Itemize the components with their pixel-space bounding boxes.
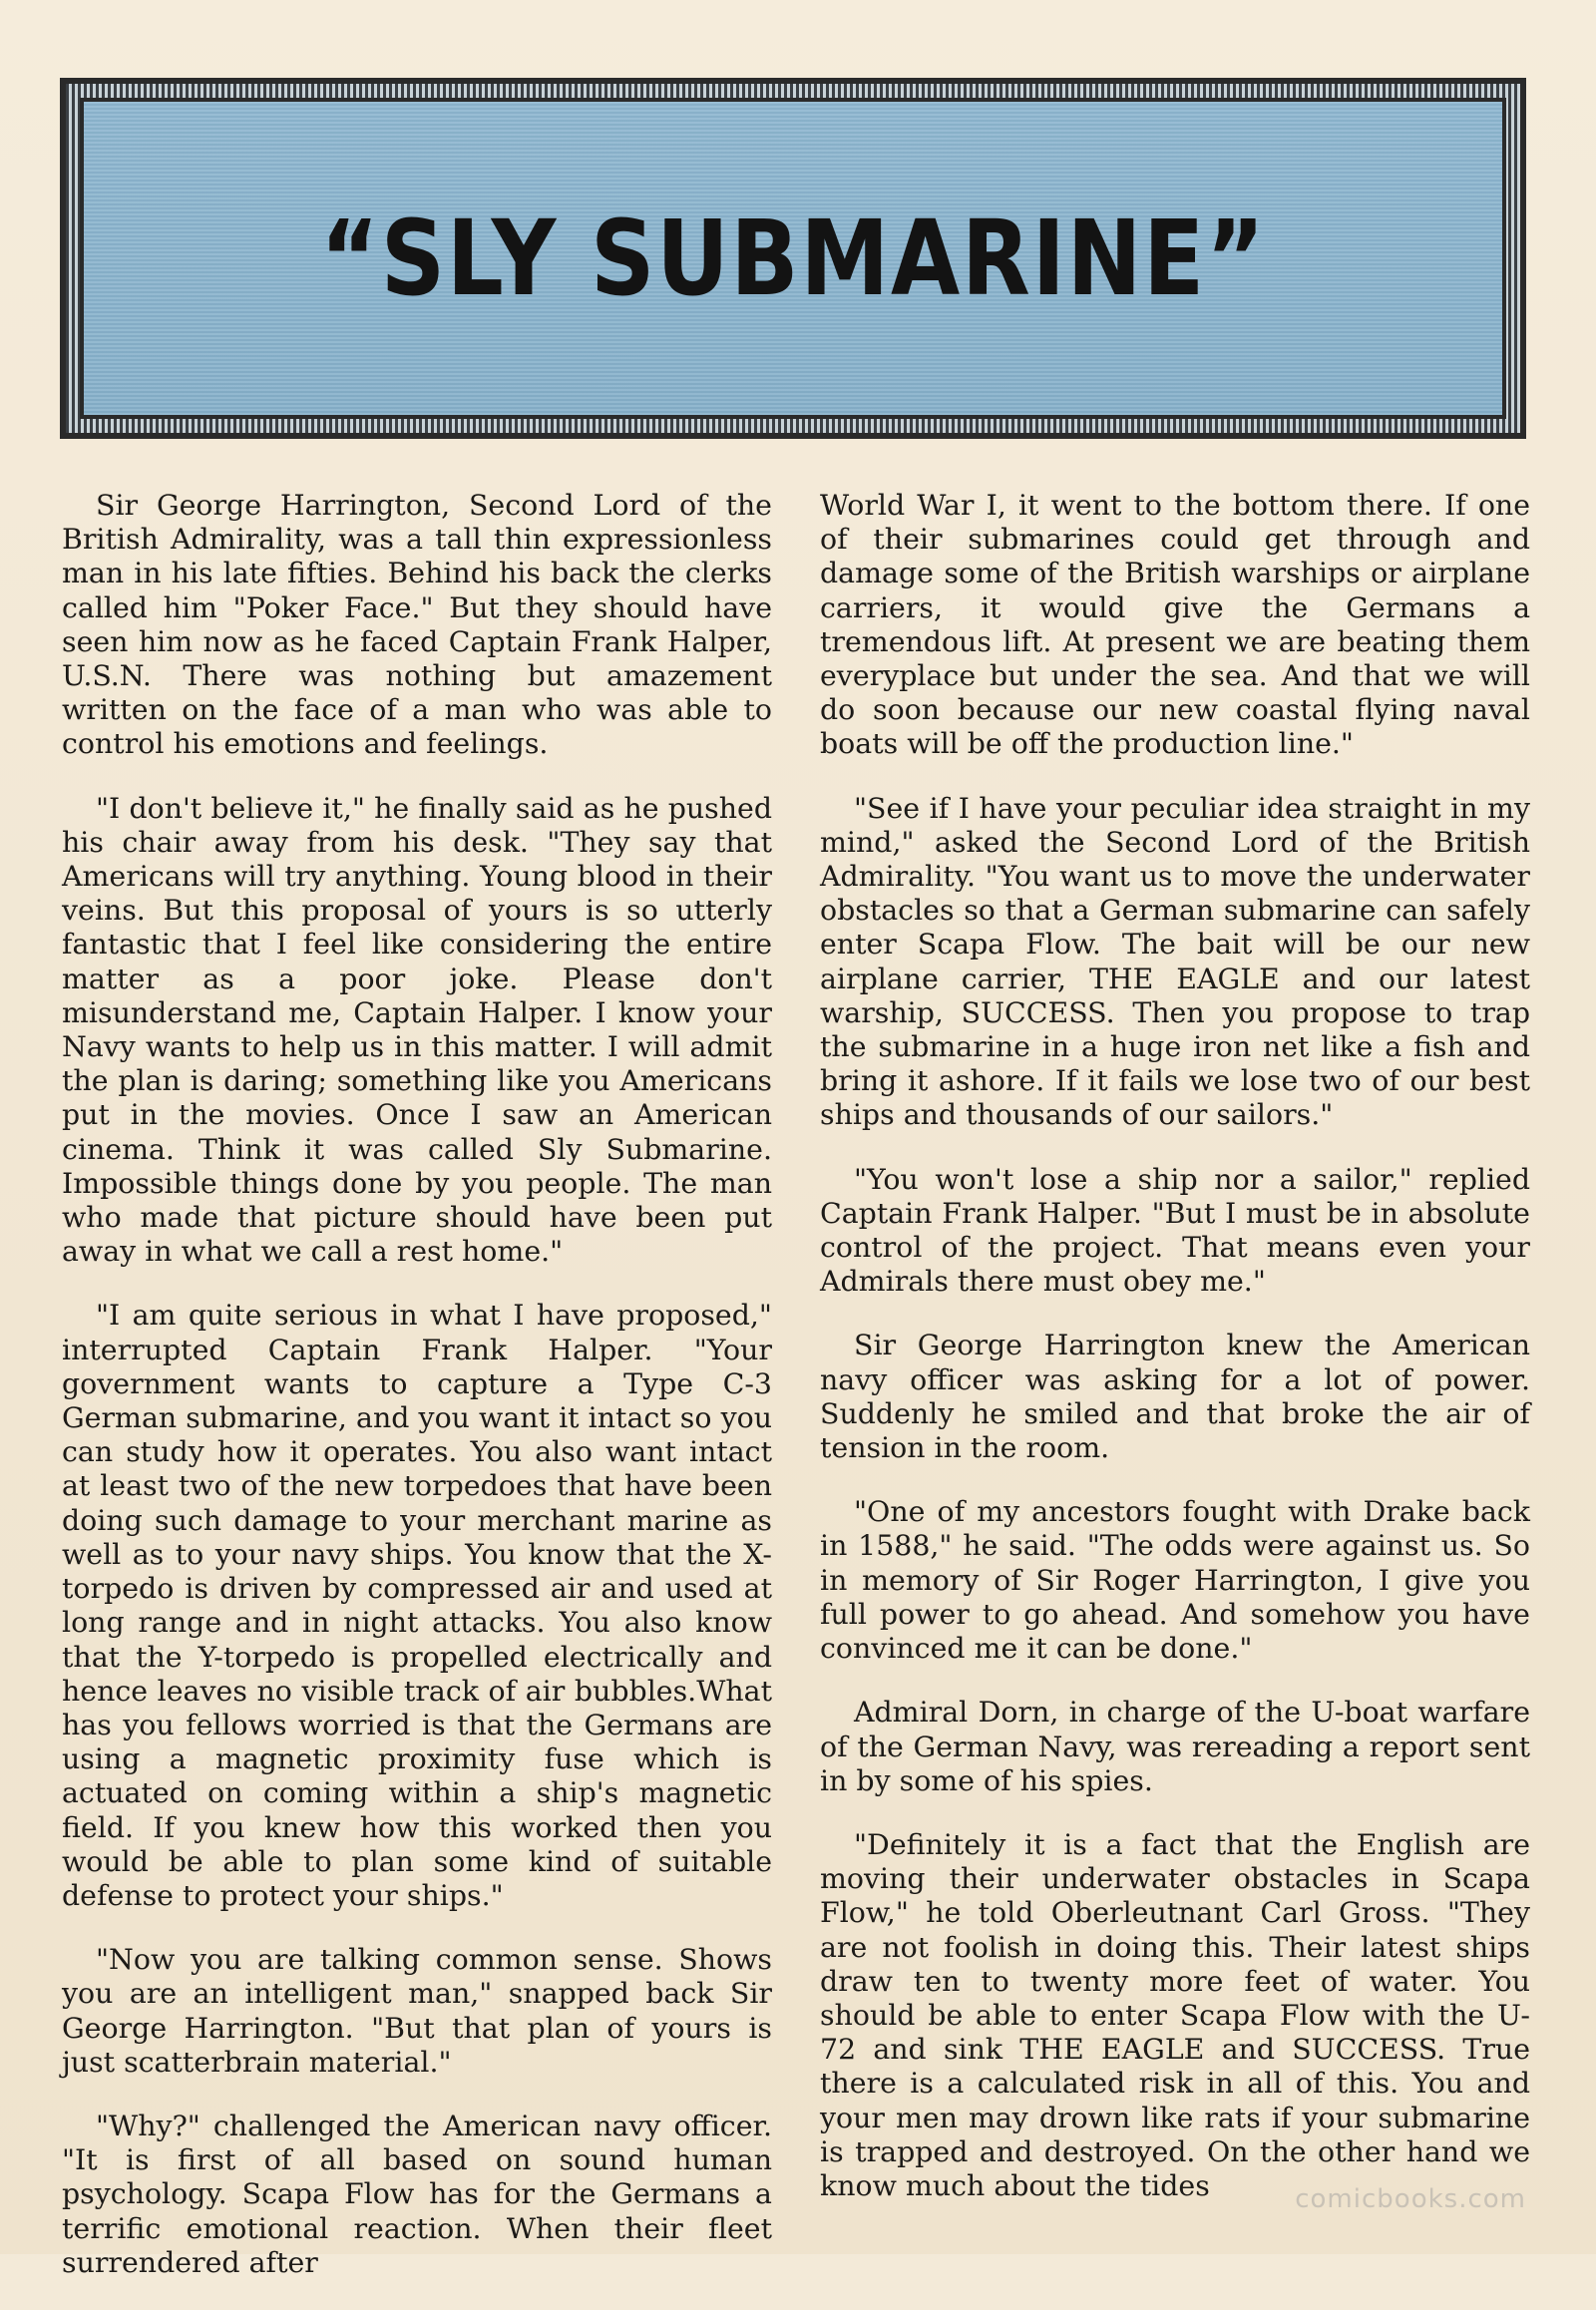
paragraph: Sir George Harrington, Second Lord of the British Admirality, was a tall thin expressionless man in his late fifties. Behind his back the clerks called him "Poker Face." But they should have seen him now as he faced Captain Frank Halper, U.S.N. There was nothing but amazement written on the face of a man who was able to control his emotions and feelings. [62,489,772,761]
left-text-column [62,489,772,2310]
paragraph-continued: World War I, it went to the bottom there. If one of their submarines could get through and damage some of the British warships or airplane carriers, it would give the Germans a tremendous lift. At present we are beating them everyplace but under the sea. And that we will do soon because our new coastal flying naval boats will be off the production line." [820,489,1530,761]
paragraph: "Definitely it is a fact that the English are moving their underwater obstacles in Scapa Flow," he told Oberleutnant Carl Gross. "They are not foolish in doing this. Their latest ships draw ten to twenty more feet of water. You should be able to enter Scapa Flow with the U-72 and sink THE EAGLE and SUCCESS. True there is a calculated risk in all of this. You and your men may drown like rats if your submarine is trapped and destroyed. On the other hand we know much about the tides [820,1827,1530,2202]
story-title: “SLY SUBMARINE” [319,197,1267,319]
paragraph: "I am quite serious in what I have proposed," interrupted Captain Frank Halper. "Your government wants to capture a Type C-3 German submarine, and you want it intact so you can study how it operates. You also want intact at least two of the new torpedoes that have been doing such damage to your merchant marine as well as to your navy ships. You know that the X-torpedo is driven by compressed air and used at long range and in night attacks. You also know that the Y-torpedo is propelled electrically and hence leaves no visible track of air bubbles.What has you fellows worried is that the Germans are using a magnetic proximity fuse which is actuated on coming within a ship's magnetic field. If you knew how this worked then you would be able to plan some kind of suitable defense to protect your ships." [62,1299,772,1912]
site-watermark: comicbooks.com [1295,2184,1526,2214]
paragraph: "I don't believe it," he finally said as he pushed his chair away from his desk. "They say that Americans will try anything. Young blood in their veins. But this proposal of yours is so utterly fantastic that I feel like considering the entire matter as a poor joke. Please don't misunderstand me, Captain Halper. I know your Navy wants to help us in this matter. I will admit the plan is daring; something like you Americans put in the movies. Once I saw an American cinema. Think it was called Sly Submarine. Impossible things done by you people. The man who made that picture should have been put away in what we call a rest home." [62,791,772,1269]
right-text-column [820,489,1530,2233]
paragraph: "See if I have your peculiar idea straight in my mind," asked the Second Lord of the British Admirality. "You want us to move the underwater obstacles so that a German submarine can safely enter Scapa Flow. The bait will be our new airplane carrier, THE EAGLE and our latest warship, SUCCESS. Then you propose to trap the submarine in a huge iron net like a fish and bring it ashore. If it fails we lose two of our best ships and thousands of our sailors." [820,791,1530,1132]
paragraph: Admiral Dorn, in charge of the U-boat warfare of the German Navy, was rereading a report sent in by some of his spies. [820,1696,1530,1797]
paragraph: Sir George Harrington knew the American navy officer was asking for a lot of power. Suddenly he smiled and that broke the air of tension in the room. [820,1329,1530,1465]
paragraph: "You won't lose a ship nor a sailor," replied Captain Frank Halper. "But I must be in absolute control of the project. That means even your Admirals there must obey me." [820,1162,1530,1299]
paragraph: "One of my ancestors fought with Drake back in 1588," he said. "The odds were against us. So in memory of Sir Roger Harrington, I give you full power to go ahead. And somehow you have convinced me it can be done." [820,1495,1530,1666]
paragraph: "Why?" challenged the American navy officer. "It is first of all based on sound human psychology. Scapa Flow has for the Germans a terrific emotional reaction. When their fleet surrendered after [62,2109,772,2279]
title-panel [80,98,1506,419]
title-banner [60,78,1526,439]
paragraph: "Now you are talking common sense. Shows you are an intelligent man," snapped back Sir George Harrington. "But that plan of yours is just scatterbrain material." [62,1943,772,2079]
